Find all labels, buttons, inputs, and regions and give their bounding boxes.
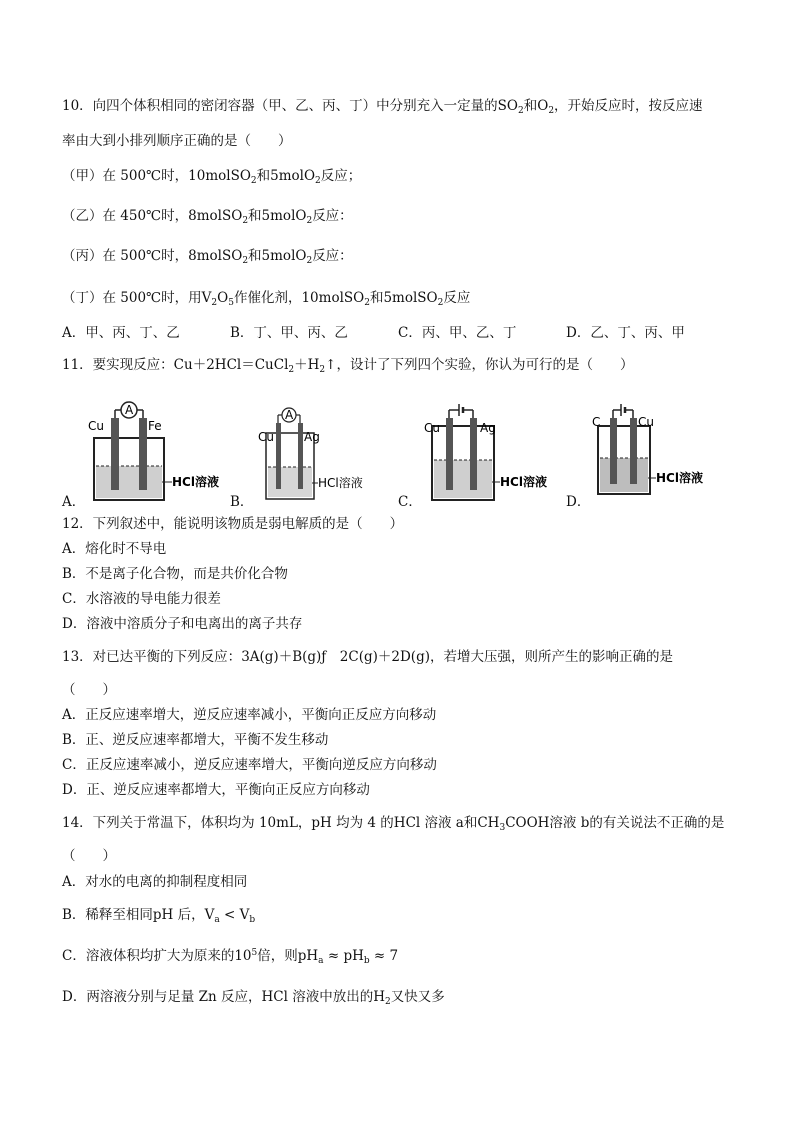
svg-text:Fe: Fe [148, 419, 162, 433]
q13-stem: 13．对已达平衡的下列反应：3A(g)＋B(g)ƒ 2C(g)＋2D(g)，若增大压强，则所产生的影响正确的是 [62, 649, 673, 665]
q11-apparatus-c[interactable] [424, 404, 554, 504]
svg-text:Ag: Ag [480, 421, 496, 435]
q14-option-d[interactable]: D．两溶液分别与足量 Zn 反应，HCl 溶液中放出的$H_2$又快又多 [62, 989, 445, 1007]
q10-condition-ding: （丁）在 500℃时，用$V_2O_5$作催化剂，10molSO$_2$和5molSO$_2$反应 [62, 290, 471, 308]
q13-option-b[interactable]: B．正、逆反应速率都增大，平衡不发生移动 [62, 732, 329, 748]
q12-option-c[interactable]: C．水溶液的导电能力很差 [62, 591, 221, 607]
q10-option-d[interactable]: D．乙、丁、丙、甲 [566, 325, 685, 341]
q10-option-b[interactable]: B．丁、甲、丙、乙 [230, 325, 348, 341]
q10-stem: 10．向四个体积相同的密闭容器（甲、乙、丙、丁）中分别充入一定量的$SO_2$和$O_2$，开始反应时，按反应速 [62, 98, 703, 116]
q10-condition-yi: （乙）在 450℃时，8molSO$_2$和5molO$_2$反应： [62, 208, 353, 226]
q10-condition-jia: （甲）在 500℃时，10molSO$_2$和5molO$_2$反应； [62, 168, 362, 186]
q12-option-a[interactable]: A．熔化时不导电 [62, 541, 167, 557]
q14-stem-line2: （ ） [62, 848, 116, 864]
q12-option-b[interactable]: B．不是离子化合物，而是共价化合物 [62, 566, 288, 582]
q11-option-b-label[interactable]: B． [230, 494, 254, 510]
svg-text:HCl溶液: HCl溶液 [656, 471, 703, 485]
q10-condition-bing: （丙）在 500℃时，8molSO$_2$和5molO$_2$反应： [62, 248, 353, 266]
q14-stem: 14．下列关于常温下，体积均为 10mL，pH 均为 4 的HCl 溶液 a和$CH_3COOH$溶液 b的有关说法不正确的是 [62, 815, 725, 833]
q14-option-c[interactable]: C．溶液体积均扩大为原来的$10^5$倍，则$pH_a \approx pH_b \approx 7$ [62, 948, 399, 966]
q14-option-a[interactable]: A．对水的电离的抑制程度相同 [62, 874, 248, 890]
q13-option-d[interactable]: D．正、逆反应速率都增大，平衡向正反应方向移动 [62, 782, 370, 798]
q11-apparatus-d[interactable] [590, 400, 720, 500]
q14-option-b[interactable]: B．稀释至相同pH 后，$V_a < V_b$ [62, 907, 256, 925]
svg-text:Cu: Cu [258, 430, 274, 444]
q10-option-c[interactable]: C．丙、甲、乙、丁 [398, 325, 517, 341]
q13-option-a[interactable]: A．正反应速率增大，逆反应速率减小，平衡向正反应方向移动 [62, 707, 437, 723]
svg-text:HCl溶液: HCl溶液 [500, 475, 547, 489]
svg-text:A: A [285, 408, 294, 422]
q12-stem: 12．下列叙述中，能说明该物质是弱电解质的是（ ） [62, 516, 404, 532]
svg-text:A: A [125, 403, 134, 417]
q11-option-a-label[interactable]: A． [62, 494, 86, 510]
q11-option-c-label[interactable]: C． [398, 494, 422, 510]
svg-text:Ag: Ag [304, 430, 320, 444]
q11-apparatus-a[interactable] [84, 398, 219, 508]
q10-stem-line2: 率由大到小排列顺序正确的是（ ） [62, 133, 292, 149]
svg-text:Cu: Cu [424, 421, 440, 435]
q13-equation: 3A(g)＋B(g)ƒ 2C(g)＋2D(g) [241, 649, 430, 665]
svg-text:C: C [592, 415, 601, 429]
svg-text:Cu: Cu [638, 415, 654, 429]
q10-option-a[interactable]: A．甲、丙、丁、乙 [62, 325, 180, 341]
q11-stem: 11．要实现反应：$Cu+2HCl=CuCl_2+H_2↑$，设计了下列四个实验，你认为可行的是（ ） [62, 357, 634, 375]
q13-stem-line2: （ ） [62, 682, 116, 698]
svg-text:Cu: Cu [88, 419, 104, 433]
q11-option-d-label[interactable]: D． [566, 494, 591, 510]
q12-option-d[interactable]: D．溶液中溶质分子和电离出的离子共存 [62, 616, 303, 632]
q11-apparatus-b[interactable] [256, 405, 376, 505]
q13-option-c[interactable]: C．正反应速率减小，逆反应速率增大，平衡向逆反应方向移动 [62, 757, 437, 773]
svg-text:HCl溶液: HCl溶液 [172, 475, 219, 489]
svg-text:HCl溶液: HCl溶液 [318, 476, 363, 490]
